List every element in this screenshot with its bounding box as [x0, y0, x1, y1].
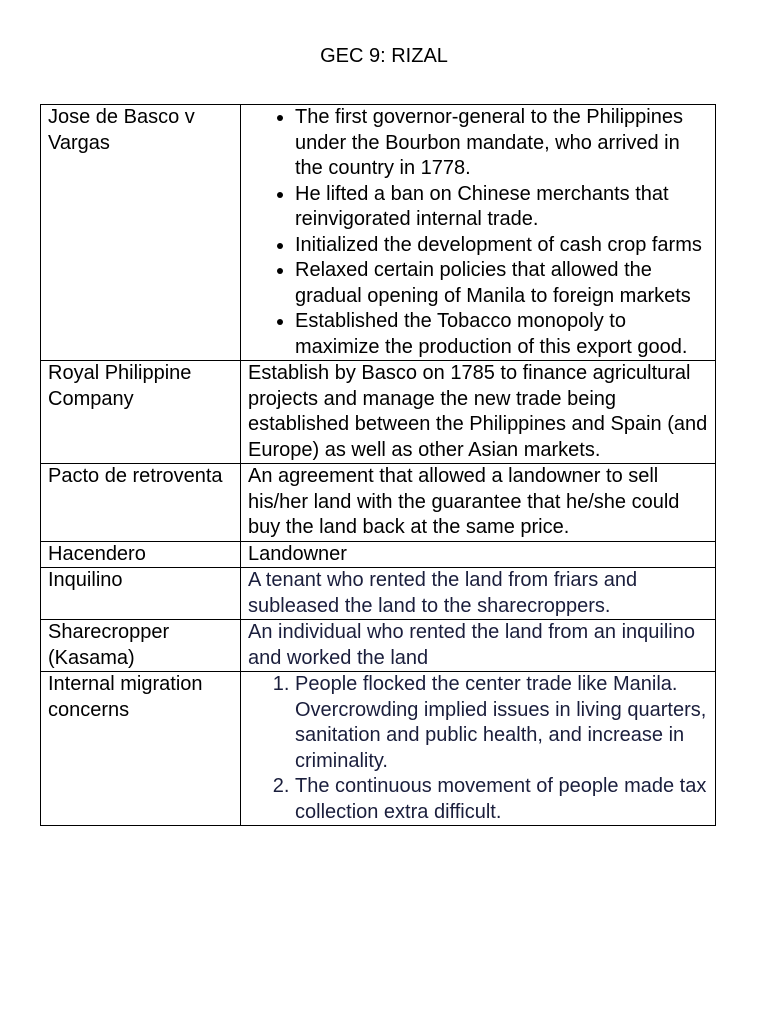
term-cell	[41, 361, 241, 464]
definition-cell	[241, 672, 716, 826]
definition-cell	[241, 105, 716, 361]
definition-cell	[241, 464, 716, 542]
definition-cell	[241, 620, 716, 672]
term-cell	[41, 672, 241, 826]
definition-cell	[241, 541, 716, 568]
table-row	[41, 361, 716, 464]
table-row	[41, 105, 716, 361]
bullet-item: • He lifted a ban on Chinese merchants that reinvigorated internal trade.	[295, 182, 709, 233]
term-text: Inquilino	[48, 569, 123, 591]
term-text: Jose de Basco v Vargas	[48, 106, 195, 154]
definition-text: An individual who rented the land from an inquilino and worked the land	[248, 621, 695, 669]
bullet-item: • The first governor-general to the Philippines under the Bourbon mandate, who arrived in the country in 1778.	[295, 105, 709, 182]
bullet-item: • Initialized the development of cash crop farms	[295, 233, 709, 259]
definition-text: A tenant who rented the land from friars and subleased the land to the sharecroppers.	[248, 569, 638, 617]
glossary-table	[40, 104, 716, 826]
definition-cell	[241, 568, 716, 620]
numbered-list	[248, 672, 709, 825]
table-row	[41, 672, 716, 826]
term-text: Royal Philippine Company	[48, 362, 192, 410]
term-cell	[41, 568, 241, 620]
term-cell	[41, 541, 241, 568]
term-cell	[41, 620, 241, 672]
bullet-item: • Relaxed certain policies that allowed the gradual opening of Manila to foreign markets	[295, 258, 709, 309]
numbered-item: 2. The continuous movement of people made tax collection extra difficult.	[295, 774, 709, 825]
definition-text: An agreement that allowed a landowner to sell his/her land with the guarantee that he/she could buy the land back at the same price.	[248, 465, 680, 538]
table-row	[41, 620, 716, 672]
table-row	[41, 568, 716, 620]
page-title: GEC 9: RIZAL	[320, 45, 448, 67]
definition-text: Establish by Basco on 1785 to finance agricultural projects and manage the new trade being established between the Philippines and Spain (and Europe) as well as other Asian markets.	[248, 362, 708, 461]
term-text: Sharecropper (Kasama)	[48, 621, 170, 669]
table-row	[41, 464, 716, 542]
definition-cell	[241, 361, 716, 464]
term-cell	[41, 464, 241, 542]
numbered-item: 1. People flocked the center trade like Manila. Overcrowding implied issues in living quarters, sanitation and public health, and increase in criminality.	[295, 672, 709, 774]
definition-text: Landowner	[248, 542, 347, 565]
term-text: Hacendero	[48, 542, 146, 565]
term-text: Pacto de retroventa	[48, 465, 223, 487]
bullet-list	[248, 105, 709, 360]
bullet-item: • Established the Tobacco monopoly to maximize the production of this export good.	[295, 309, 709, 360]
term-cell	[41, 105, 241, 361]
table-row	[41, 541, 716, 568]
term-text: Internal migration concerns	[48, 673, 203, 721]
